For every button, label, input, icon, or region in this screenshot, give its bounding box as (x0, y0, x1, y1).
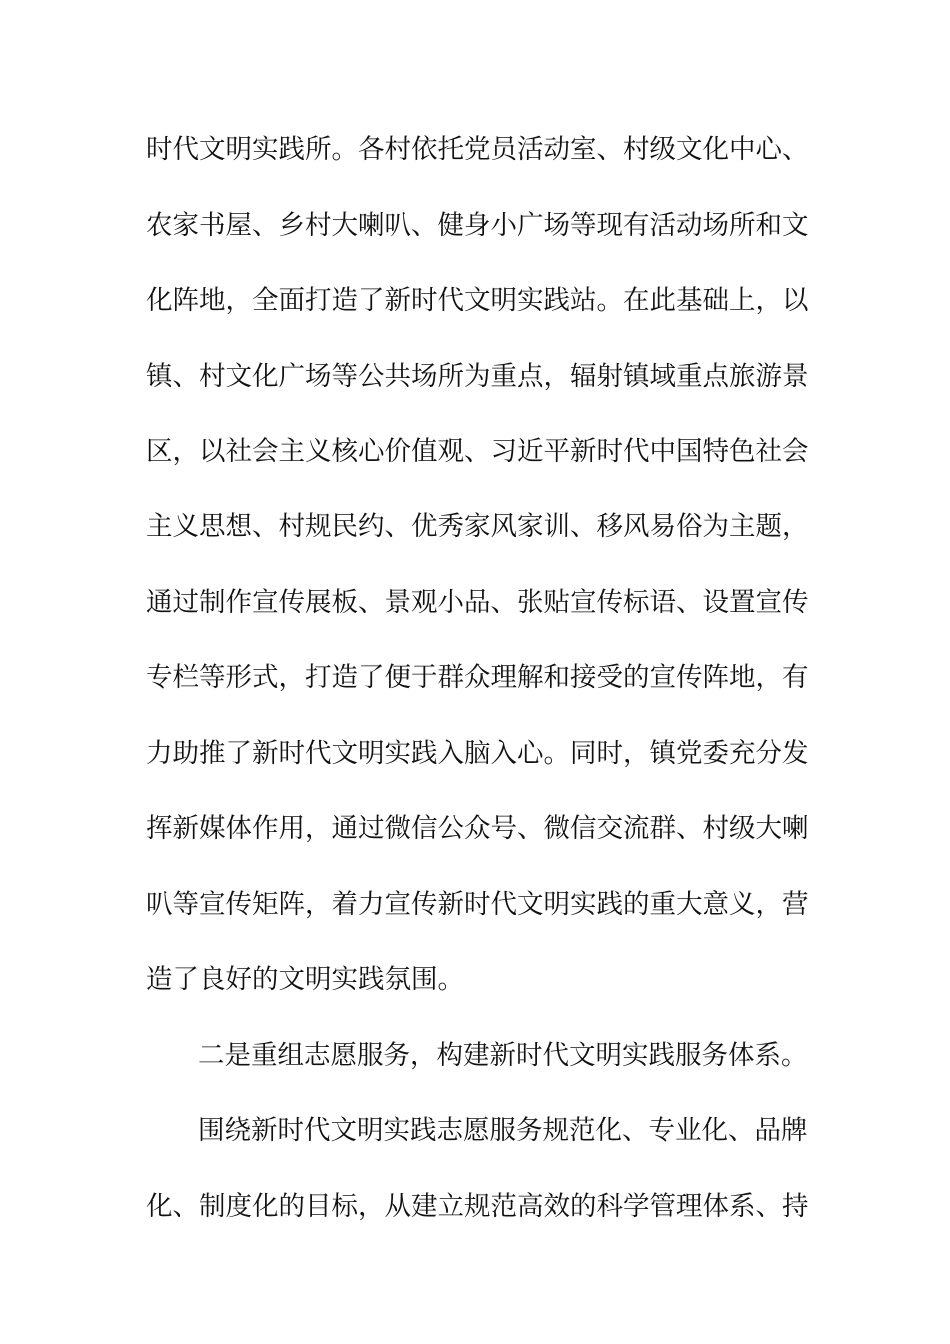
body-text-line: 力助推了新时代文明实践入脑入心。同时，镇党委充分发 (146, 738, 809, 769)
paragraph-text-line: 化、制度化的目标，从建立规范高效的科学管理体系、持 (146, 1191, 809, 1222)
body-text-line: 叭等宣传矩阵，着力宣传新时代文明实践的重大意义，营 (146, 889, 809, 920)
body-text-line: 时代文明实践所。各村依托党员活动室、村级文化中心、 (146, 134, 809, 165)
body-text-line: 通过制作宣传展板、景观小品、张贴宣传标语、设置宣传 (146, 587, 809, 618)
body-text-line: 区，以社会主义核心价值观、习近平新时代中国特色社会 (146, 436, 809, 467)
body-text-line: 化阵地，全面打造了新时代文明实践站。在此基础上，以 (146, 285, 809, 316)
body-text-line: 镇、村文化广场等公共场所为重点，辐射镇域重点旅游景 (146, 361, 809, 392)
section-heading: 二是重组志愿服务，构建新时代文明实践服务体系。 (198, 1040, 808, 1071)
body-text-line: 农家书屋、乡村大喇叭、健身小广场等现有活动场所和文 (146, 210, 809, 241)
body-text-line: 挥新媒体作用，通过微信公众号、微信交流群、村级大喇 (146, 813, 809, 844)
paragraph-text-line: 围绕新时代文明实践志愿服务规范化、专业化、品牌 (198, 1115, 808, 1146)
body-text-line: 主义思想、村规民约、优秀家风家训、移风易俗为主题， (146, 511, 809, 542)
body-text-line: 造了良好的文明实践氛围。 (146, 964, 464, 995)
body-text-line: 专栏等形式，打造了便于群众理解和接受的宣传阵地，有 (146, 662, 809, 693)
